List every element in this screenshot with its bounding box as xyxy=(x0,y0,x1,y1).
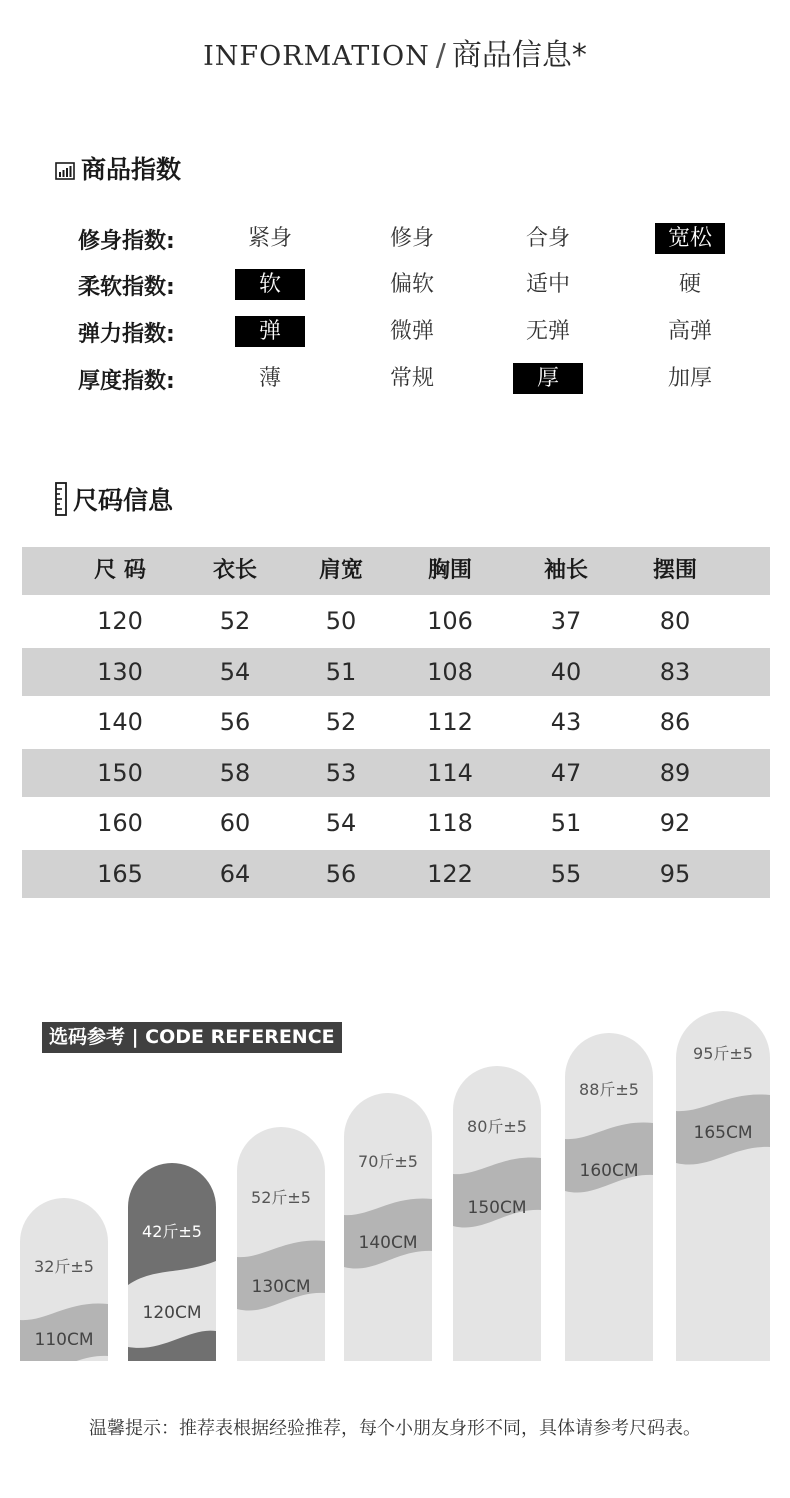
table-row xyxy=(22,799,770,847)
table-cell: 52 xyxy=(325,708,357,736)
size-reference-pill xyxy=(128,1163,216,1361)
table-cell: 122 xyxy=(427,859,473,888)
table-cell: 89 xyxy=(659,758,691,787)
table-cell: 106 xyxy=(427,607,473,635)
index-option: 偏软 xyxy=(389,272,434,297)
table-row xyxy=(22,698,770,746)
table-cell: 56 xyxy=(219,708,251,736)
size-reference-pill xyxy=(453,1066,541,1361)
table-cell: 54 xyxy=(325,809,357,837)
index-section-title xyxy=(55,150,181,186)
pill-height-label: 160CM xyxy=(579,1161,639,1181)
pill-height-label: 130CM xyxy=(251,1277,311,1297)
index-option: 常规 xyxy=(389,366,434,391)
table-header-cell: 摆围 xyxy=(652,558,698,583)
table-header-cell: 衣长 xyxy=(212,558,258,583)
pill-weight-label: 52斤±5 xyxy=(251,1188,311,1207)
size-tip: 温馨提示：推荐表根据经验推荐，每个小朋友身形不同，具体请参考尺码表。 xyxy=(89,1418,701,1439)
pill-height-label: 110CM xyxy=(34,1330,94,1350)
index-option: 硬 xyxy=(678,272,701,297)
pill-height-label: 140CM xyxy=(358,1233,418,1253)
table-cell: 130 xyxy=(97,657,143,686)
ruler-icon xyxy=(55,482,67,522)
header-zh: 商品信息* xyxy=(451,38,587,73)
size-section-title xyxy=(55,481,173,522)
table-row xyxy=(22,850,770,898)
table-cell: 37 xyxy=(550,607,582,635)
pill-weight-label: 80斤±5 xyxy=(467,1117,527,1136)
table-header-cell: 肩宽 xyxy=(318,558,364,583)
index-option-selected: 弹 xyxy=(235,316,305,347)
index-row-label: 柔软指数: xyxy=(78,275,175,300)
index-option-selected: 宽松 xyxy=(655,223,725,254)
index-row-label: 弹力指数: xyxy=(78,322,175,347)
page-header xyxy=(0,30,790,74)
table-cell: 95 xyxy=(659,859,691,888)
index-option: 合身 xyxy=(525,226,570,251)
table-cell: 114 xyxy=(427,758,473,787)
index-option: 紧身 xyxy=(247,226,292,251)
index-option-selected: 厚 xyxy=(513,363,583,394)
pill-height-label: 120CM xyxy=(142,1303,202,1323)
table-cell: 56 xyxy=(325,859,357,888)
bar-chart-icon xyxy=(55,157,75,186)
table-row xyxy=(22,749,770,797)
table-cell: 60 xyxy=(219,809,251,837)
pill-weight-label: 42斤±5 xyxy=(142,1222,202,1241)
table-cell: 58 xyxy=(219,758,251,787)
index-title-text: 商品指数 xyxy=(81,155,182,184)
index-option: 加厚 xyxy=(667,366,712,391)
table-row xyxy=(22,648,770,696)
table-cell: 118 xyxy=(427,809,473,837)
table-cell: 150 xyxy=(97,758,143,787)
table-cell: 80 xyxy=(659,607,691,635)
header-slash: / xyxy=(435,38,446,73)
pill-weight-label: 88斤±5 xyxy=(579,1080,639,1099)
table-cell: 108 xyxy=(427,657,473,686)
table-cell: 120 xyxy=(97,607,143,635)
pill-height-label: 150CM xyxy=(467,1198,527,1218)
table-cell: 53 xyxy=(325,758,357,787)
table-cell: 50 xyxy=(325,607,357,635)
table-cell: 54 xyxy=(219,657,251,686)
table-cell: 51 xyxy=(325,657,357,686)
table-cell: 52 xyxy=(219,607,251,635)
table-cell: 112 xyxy=(427,708,473,736)
table-cell: 83 xyxy=(659,657,691,686)
table-header-cell: 袖长 xyxy=(543,558,589,583)
index-option: 适中 xyxy=(525,272,570,297)
table-cell: 55 xyxy=(550,859,582,888)
header-en: INFORMATION xyxy=(203,41,430,72)
index-row-label: 修身指数: xyxy=(78,229,175,254)
pill-shape xyxy=(237,1127,325,1361)
table-cell: 47 xyxy=(550,758,582,787)
table-cell: 165 xyxy=(97,859,143,888)
table-cell: 92 xyxy=(659,809,691,837)
size-reference-pill xyxy=(676,1011,770,1361)
size-reference-pill xyxy=(565,1033,653,1361)
table-cell: 43 xyxy=(550,708,582,736)
table-header-cell: 胸围 xyxy=(427,558,473,583)
size-title-text: 尺码信息 xyxy=(73,486,174,515)
pill-weight-label: 70斤±5 xyxy=(358,1152,418,1171)
pill-weight-label: 32斤±5 xyxy=(34,1257,94,1276)
table-row xyxy=(22,597,770,645)
table-cell: 40 xyxy=(550,657,582,686)
table-header-row xyxy=(22,547,770,595)
table-cell: 64 xyxy=(219,859,251,888)
pill-height-label: 165CM xyxy=(693,1123,753,1143)
size-reference-pill xyxy=(20,1198,108,1361)
index-option: 无弹 xyxy=(525,319,570,344)
size-reference-pill xyxy=(344,1093,432,1361)
table-cell: 86 xyxy=(659,708,691,736)
code-reference-badge: 选码参考 | CODE REFERENCE xyxy=(42,1022,342,1053)
table-cell: 51 xyxy=(550,809,582,837)
pill-shape xyxy=(344,1093,432,1361)
index-option: 修身 xyxy=(389,226,434,251)
size-table xyxy=(22,547,770,894)
table-cell: 140 xyxy=(97,708,143,736)
size-reference-pill xyxy=(237,1127,325,1361)
index-option-selected: 软 xyxy=(235,269,305,300)
table-header-cell: 尺 码 xyxy=(94,558,146,583)
pill-shape xyxy=(128,1163,216,1361)
index-option: 高弹 xyxy=(667,319,712,344)
index-option: 微弹 xyxy=(389,319,434,344)
pill-weight-label: 95斤±5 xyxy=(693,1044,753,1063)
table-cell: 160 xyxy=(97,809,143,837)
index-row-label: 厚度指数: xyxy=(78,369,175,394)
index-option: 薄 xyxy=(258,366,281,391)
